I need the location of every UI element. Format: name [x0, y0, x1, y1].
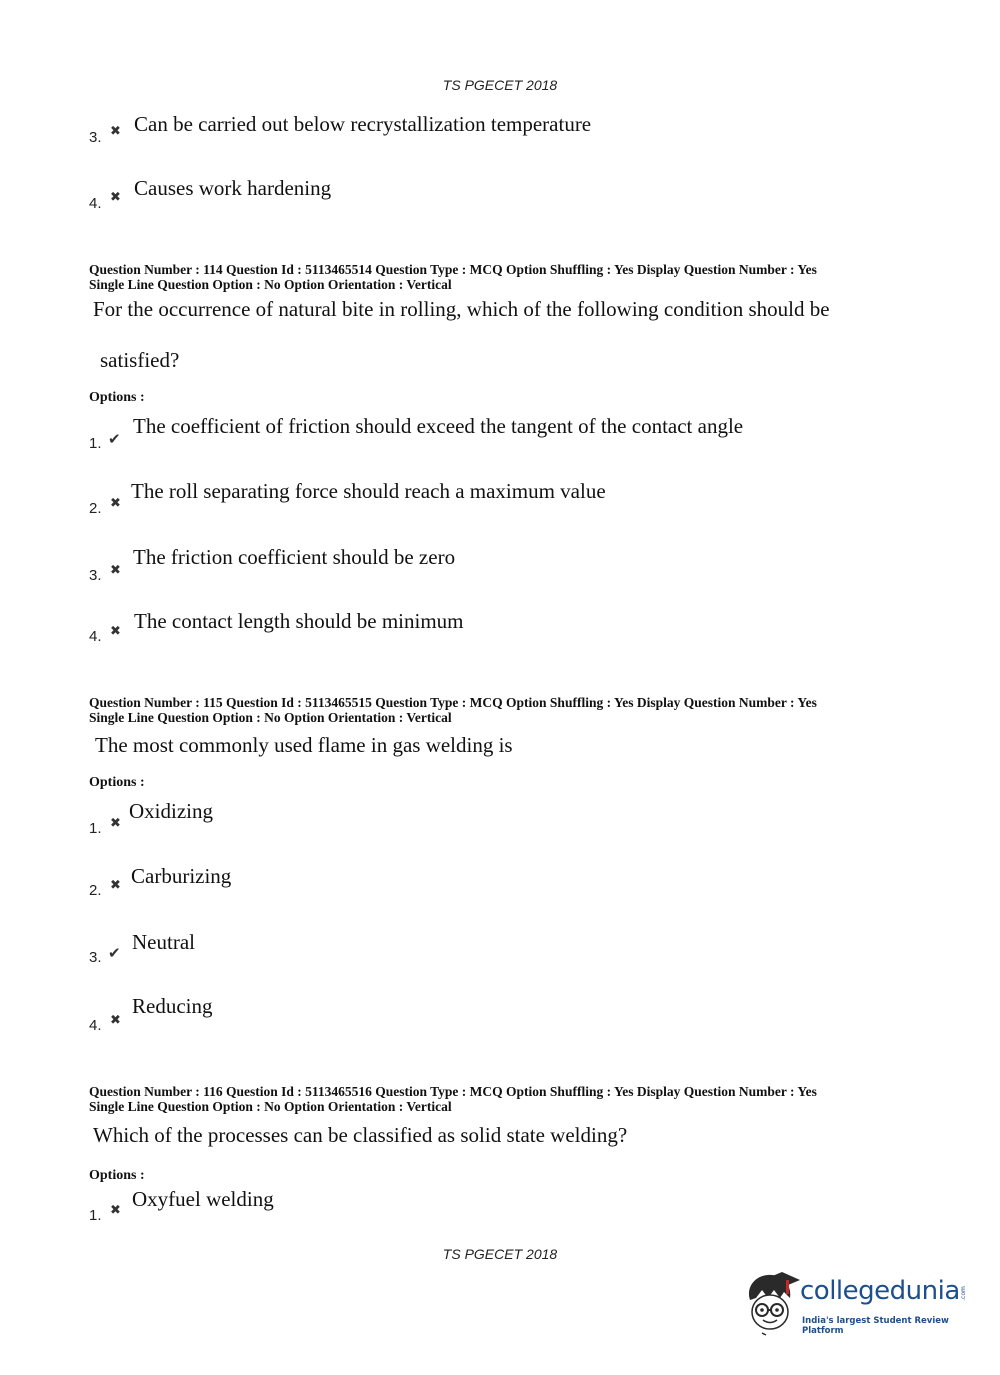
cross-icon: ✖ [110, 124, 121, 139]
cross-icon: ✖ [110, 190, 121, 205]
option-text: Carburizing [131, 864, 232, 888]
question-text: Which of the processes can be classified as solid state welding? [93, 1123, 628, 1147]
option-number: 3. [89, 567, 102, 584]
question-meta-line1: Question Number : 114 Question Id : 5113465514 Question Type : MCQ Option Shuffling : Yes Display Question Number : Yes [89, 262, 817, 277]
logo-suffix: .com [959, 1286, 967, 1301]
option-number: 4. [89, 195, 102, 212]
option-text: Causes work hardening [134, 176, 332, 200]
check-icon: ✔ [108, 430, 121, 448]
cross-icon: ✖ [110, 1203, 121, 1218]
option-text: The roll separating force should reach a maximum value [131, 479, 606, 503]
option-text: Can be carried out below recrystallization temperature [134, 112, 592, 136]
cross-icon: ✖ [110, 624, 121, 639]
option-text: Oxidizing [129, 799, 213, 823]
option-number: 3. [89, 949, 102, 966]
option-text: Neutral [132, 930, 195, 954]
question-meta-line2: Single Line Question Option : No Option Orientation : Vertical [89, 710, 452, 725]
question-text-continued: satisfied? [100, 348, 180, 372]
student-mascot-icon [742, 1270, 800, 1340]
option-number: 2. [89, 500, 102, 517]
option-text: Reducing [132, 994, 213, 1018]
question-text: For the occurrence of natural bite in rolling, which of the following condition should be [93, 297, 830, 321]
option-number: 1. [89, 435, 102, 452]
page-footer: TS PGECET 2018 [442, 1246, 558, 1262]
option-number: 1. [89, 1207, 102, 1224]
option-number: 1. [89, 820, 102, 837]
page-header: TS PGECET 2018 [442, 77, 558, 93]
option-text: Oxyfuel welding [132, 1187, 274, 1211]
cross-icon: ✖ [110, 563, 121, 578]
collegedunia-logo [742, 1270, 972, 1340]
question-meta-line1: Question Number : 115 Question Id : 5113465515 Question Type : MCQ Option Shuffling : Yes Display Question Number : Yes [89, 695, 817, 710]
question-meta-line2: Single Line Question Option : No Option Orientation : Vertical [89, 277, 452, 292]
cross-icon: ✖ [110, 878, 121, 893]
question-meta-line1: Question Number : 116 Question Id : 5113465516 Question Type : MCQ Option Shuffling : Yes Display Question Number : Yes [89, 1084, 817, 1099]
option-number: 3. [89, 129, 102, 146]
option-number: 4. [89, 1017, 102, 1034]
cross-icon: ✖ [110, 1013, 121, 1028]
option-number: 4. [89, 628, 102, 645]
logo-tagline: India's largest Student Review Platform [802, 1316, 949, 1336]
question-meta-line2: Single Line Question Option : No Option Orientation : Vertical [89, 1099, 452, 1114]
logo-wordmark: collegedunia [800, 1276, 960, 1306]
options-label: Options : [89, 1168, 145, 1183]
options-label: Options : [89, 775, 145, 790]
question-text: The most commonly used flame in gas welding is [95, 733, 513, 757]
cross-icon: ✖ [110, 816, 121, 831]
options-label: Options : [89, 390, 145, 405]
option-text: The coefficient of friction should exceed the tangent of the contact angle [133, 414, 744, 438]
option-text: The contact length should be minimum [134, 609, 464, 633]
option-text: The friction coefficient should be zero [133, 545, 456, 569]
option-number: 2. [89, 882, 102, 899]
cross-icon: ✖ [110, 496, 121, 511]
check-icon: ✔ [108, 944, 121, 962]
